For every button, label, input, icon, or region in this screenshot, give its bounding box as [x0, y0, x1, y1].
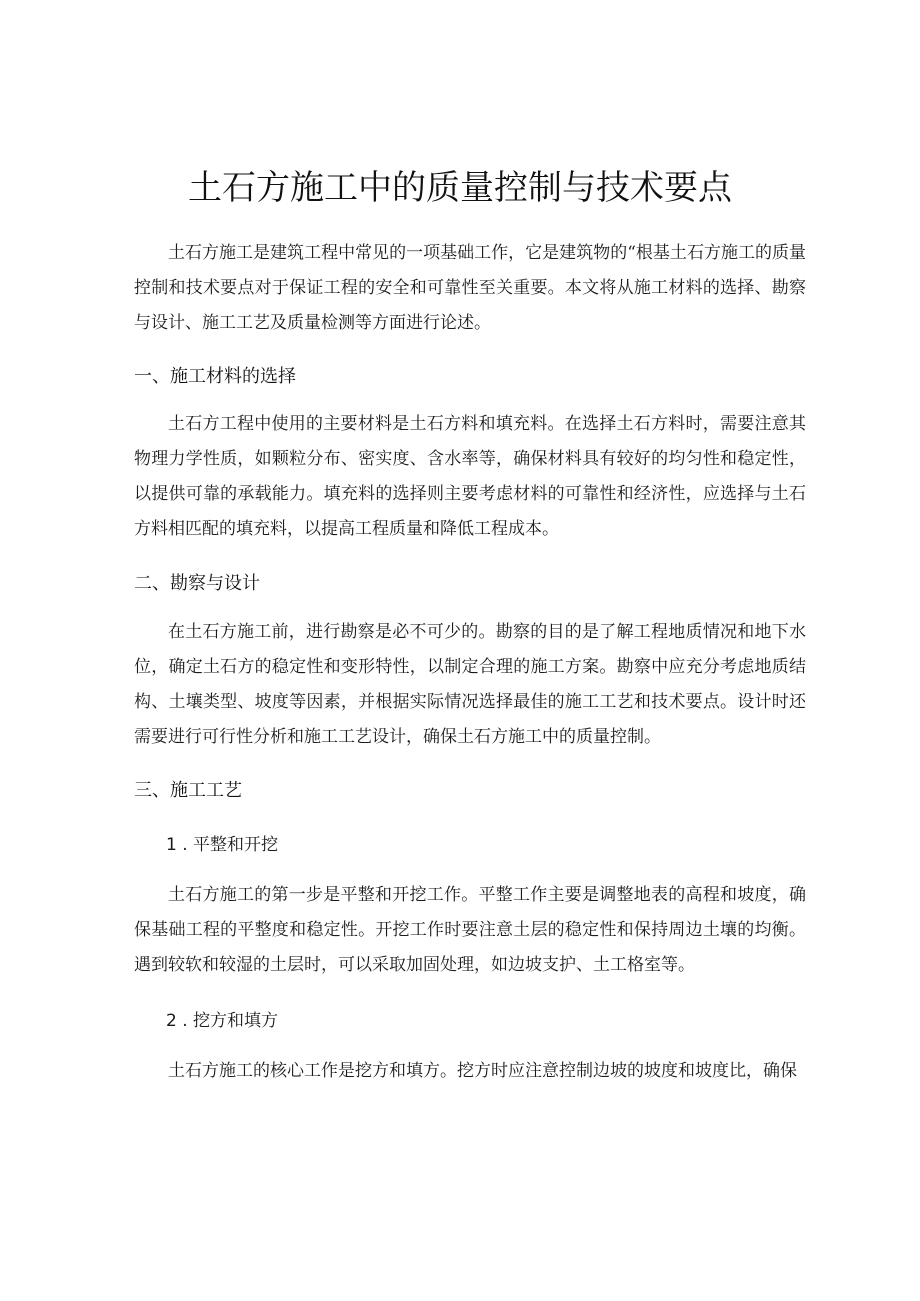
subsection-label: 1 . 平整和开挖 — [166, 835, 279, 855]
section-paragraph: 土石方工程中使用的主要材料是土石方料和填充料。在选择土石方料时，需要注意其物理力学性质，如颗粒分布、密实度、含水率等，确保材料具有较好的均匀性和稳定性，以提供可靠的承载能力。填充料的选择则主要考虑材料的可靠性和经济性，应选择与土石方料相匹配的填充料，以提高工程质量和降低工程成本。 — [134, 414, 806, 539]
subsection-excavation — [134, 1006, 806, 1036]
subsection-leveling — [134, 830, 806, 860]
section-heading: 二、勘察与设计 — [134, 573, 260, 594]
section-materials — [134, 362, 806, 392]
document-title: 土石方施工中的质量控制与技术要点 — [188, 168, 732, 208]
subsection-excavation-body — [134, 1054, 806, 1089]
subsection-paragraph: 土石方施工的第一步是平整和开挖工作。平整工作主要是调整地表的高程和坡度，确保基础工程的平整度和稳定性。开挖工作时要注意土层的稳定性和保持周边土壤的均衡。遇到较软和较湿的土层时，可以采取加固处理，如边坡支护、土工格室等。 — [134, 885, 806, 975]
section-materials-body — [134, 407, 806, 547]
section-survey — [134, 569, 806, 599]
section-heading: 三、施工工艺 — [134, 780, 242, 801]
section-heading: 一、施工材料的选择 — [134, 366, 296, 387]
section-paragraph: 在土石方施工前，进行勘察是必不可少的。勘察的目的是了解工程地质情况和地下水位，确定土石方的稳定性和变形特性，以制定合理的施工方案。勘察中应充分考虑地质结构、土壤类型、坡度等因素，并根据实际情况选择最佳的施工工艺和技术要点。设计时还需要进行可行性分析和施工工艺设计，确保土石方施工中的质量控制。 — [134, 622, 806, 747]
subsection-paragraph: 土石方施工的核心工作是挖方和填方。挖方时应注意控制边坡的坡度和坡度比，确保 — [168, 1061, 797, 1081]
intro-block — [134, 236, 806, 341]
subsection-leveling-body — [134, 878, 806, 983]
section-process — [134, 776, 806, 806]
section-survey-body — [134, 615, 806, 755]
subsection-label: 2 . 挖方和填方 — [166, 1011, 279, 1031]
intro-paragraph: 土石方施工是建筑工程中常见的一项基础工作，它是建筑物的“根基土石方施工的质量控制和技术要点对于保证工程的安全和可靠性至关重要。本文将从施工材料的选择、勘察与设计、施工工艺及质量检测等方面进行论述。 — [134, 243, 806, 333]
